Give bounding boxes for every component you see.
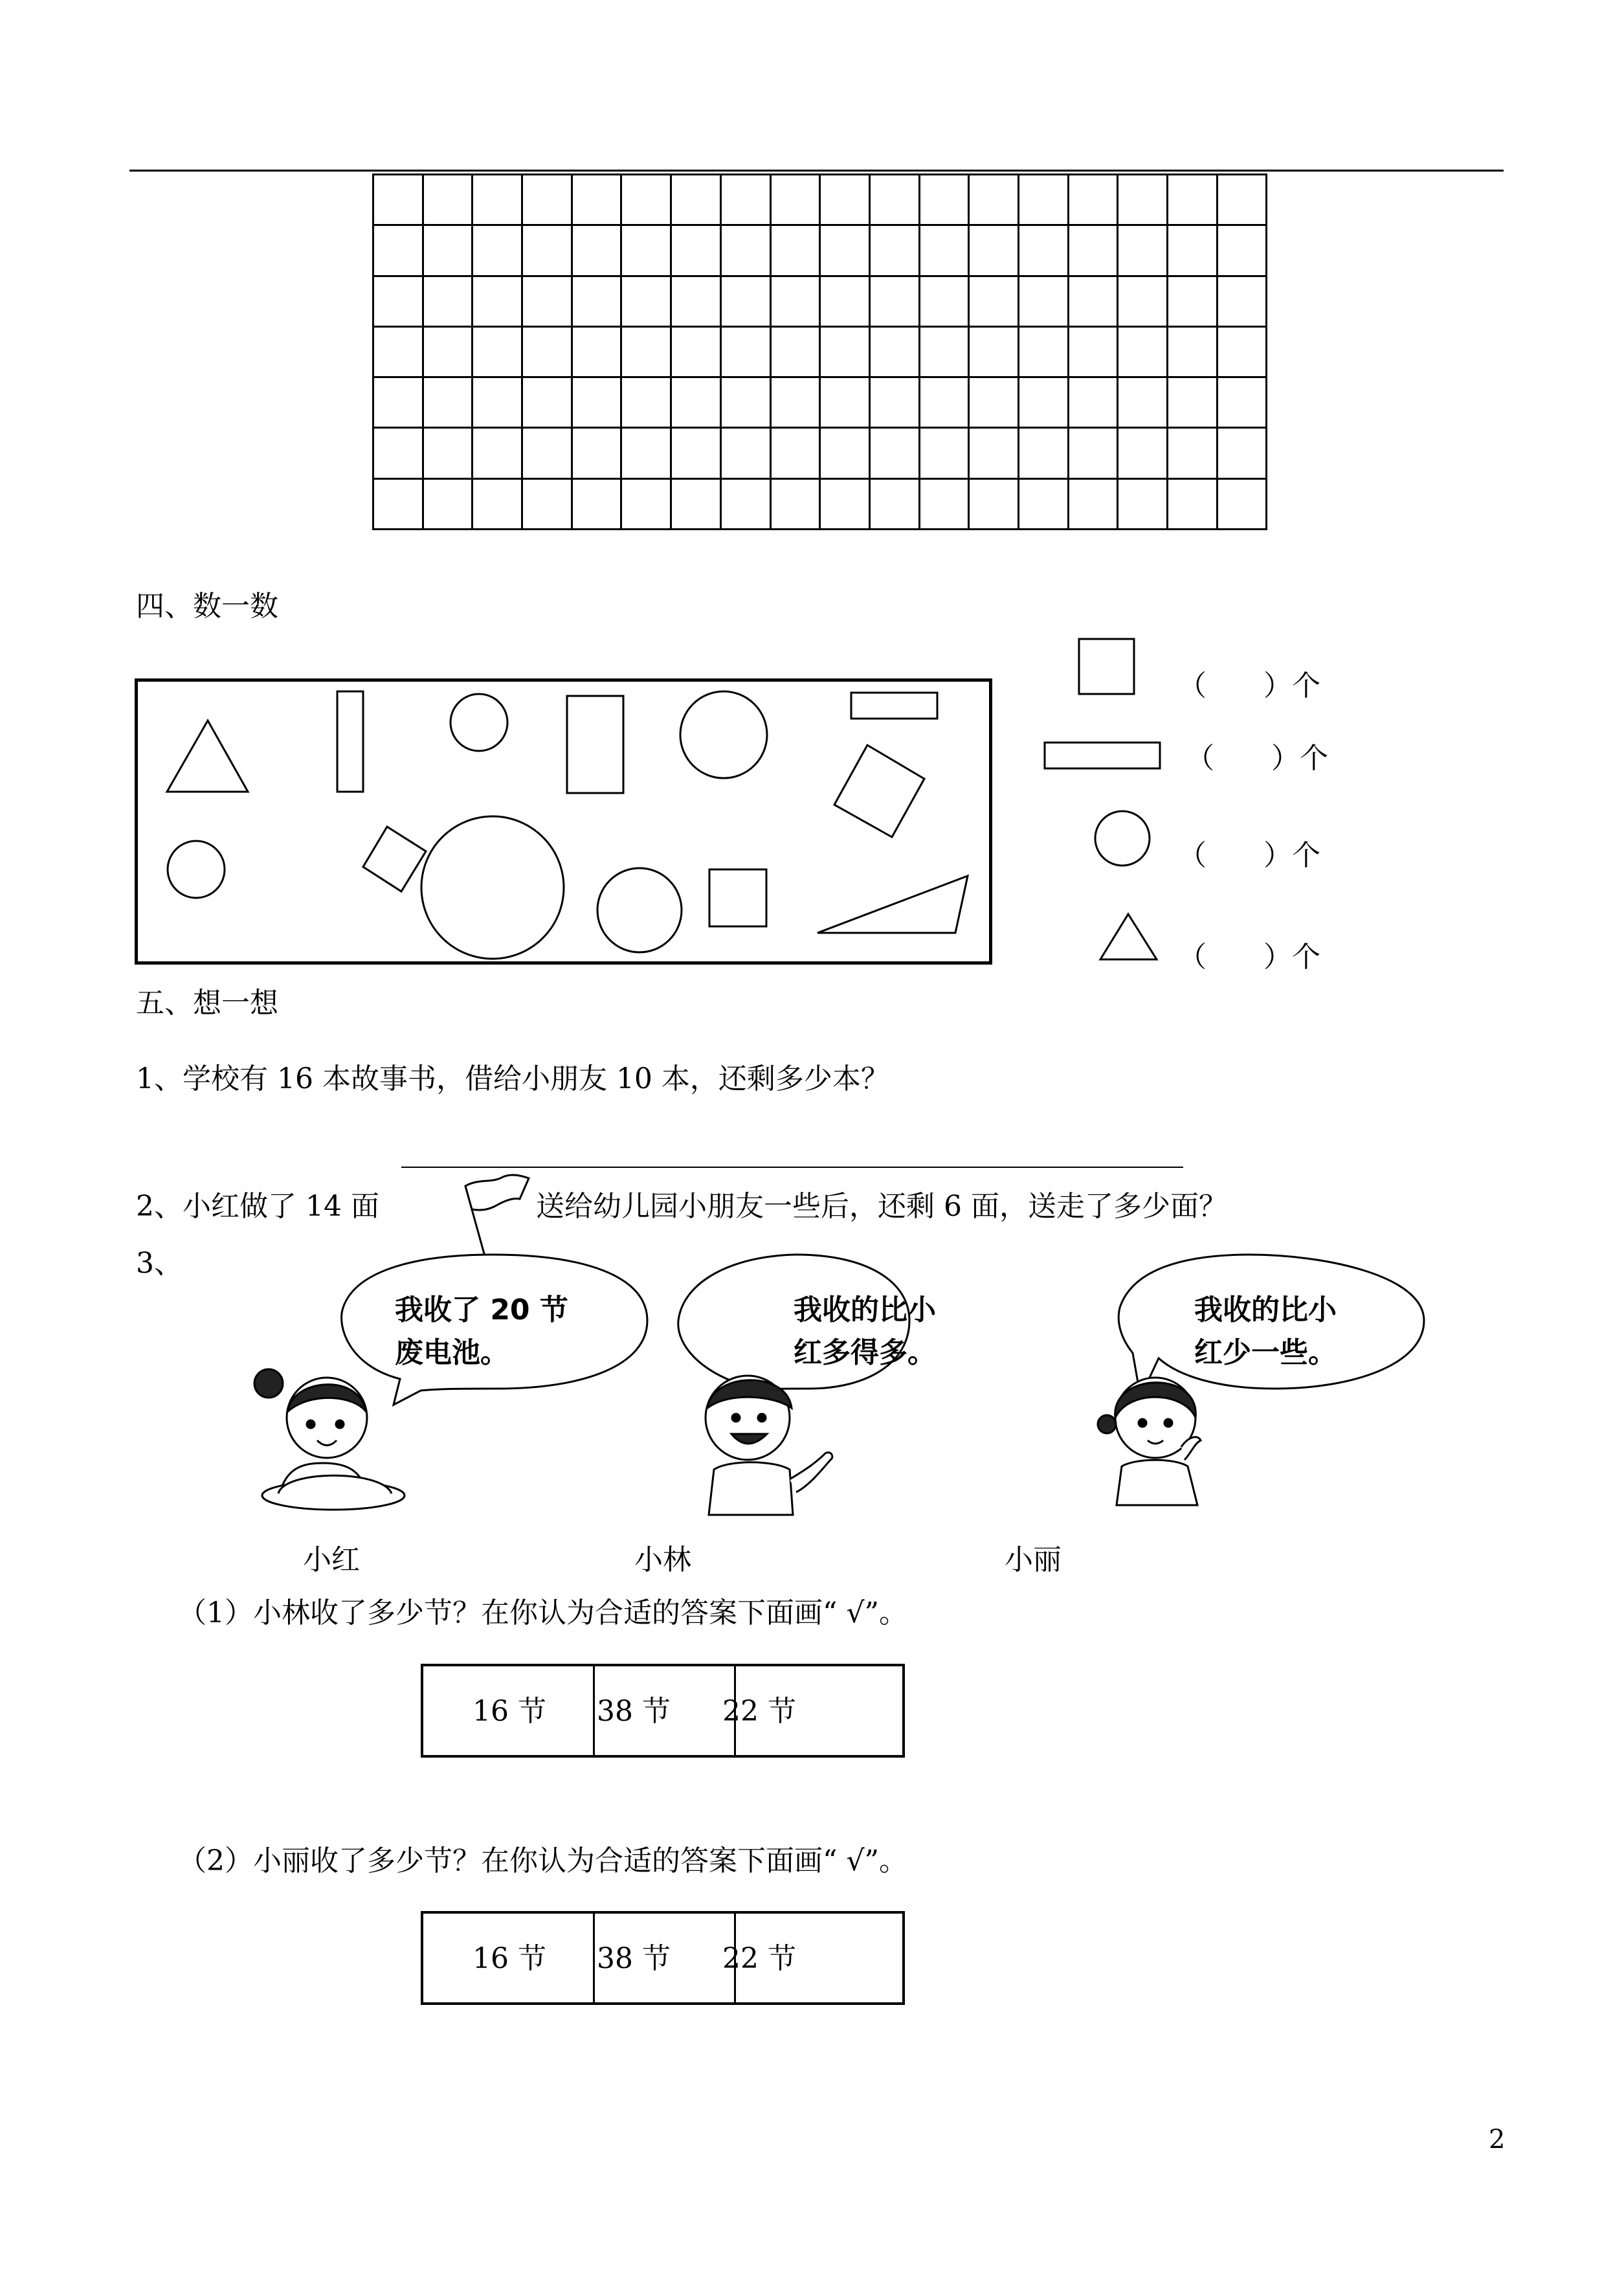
shapes-drawing	[138, 682, 989, 961]
grid-cell[interactable]	[424, 328, 474, 378]
grid-cell[interactable]	[1168, 277, 1218, 328]
name-xiaohong: 小红	[303, 1543, 360, 1576]
grid-cell[interactable]	[1118, 226, 1168, 276]
grid-cell[interactable]	[573, 429, 623, 479]
grid-cell[interactable]	[573, 328, 623, 378]
grid-cell[interactable]	[1168, 480, 1218, 530]
grid-cell[interactable]	[374, 226, 424, 276]
bubble-1-line-2: 废电池。	[395, 1336, 509, 1369]
grid-cell[interactable]	[622, 378, 672, 429]
grid-cell[interactable]	[523, 226, 573, 276]
grid-cell[interactable]	[672, 480, 722, 530]
grid-cell[interactable]	[672, 378, 722, 429]
grid-cell[interactable]	[772, 277, 821, 328]
child-xiaolin-illustration	[676, 1356, 845, 1525]
grid-cell[interactable]	[374, 277, 424, 328]
grid-cell[interactable]	[1168, 328, 1218, 378]
grid-cell[interactable]	[473, 277, 523, 328]
grid-cell[interactable]	[970, 480, 1019, 530]
grid-cell[interactable]	[1019, 429, 1069, 479]
grid-cell[interactable]	[722, 480, 772, 530]
name-xiaoli: 小丽	[1005, 1543, 1062, 1576]
shapes-frame	[135, 678, 992, 965]
grid-cell[interactable]	[374, 328, 424, 378]
grid-cell[interactable]	[1069, 226, 1119, 276]
page-number: 2	[1489, 2125, 1506, 2154]
option-22[interactable]: 22 节	[722, 1942, 796, 1975]
grid-cell[interactable]	[424, 226, 474, 276]
circle-shape	[597, 868, 682, 952]
option-38[interactable]: 38 节	[597, 1942, 671, 1975]
grid-cell[interactable]	[970, 429, 1019, 479]
grid-cell[interactable]	[424, 480, 474, 530]
name-xiaolin: 小林	[634, 1543, 691, 1576]
grid-cell[interactable]	[772, 226, 821, 276]
grid-cell[interactable]	[1019, 378, 1069, 429]
sub-question-1: （1）小林收了多少节？在你认为合适的答案下面画“ √”。	[178, 1596, 908, 1629]
grid-cell[interactable]	[871, 277, 920, 328]
grid-cell[interactable]	[821, 429, 871, 479]
grid-cell[interactable]	[970, 175, 1019, 226]
circle-shape	[450, 694, 507, 751]
option-22[interactable]: 22 节	[722, 1695, 796, 1728]
grid-cell[interactable]	[573, 175, 623, 226]
grid-cell[interactable]	[821, 480, 871, 530]
grid-cell[interactable]	[374, 378, 424, 429]
answer-blank-square[interactable]: （ ）个	[1178, 669, 1320, 702]
grid-cell[interactable]	[672, 429, 722, 479]
grid-cell[interactable]	[1118, 328, 1168, 378]
circle-icon	[1095, 811, 1150, 866]
grid-cell[interactable]	[920, 378, 970, 429]
grid-cell[interactable]	[722, 378, 772, 429]
circle-shape	[421, 816, 564, 959]
question-2-part-2: 送给幼儿园小朋友一些后，还剩 6 面，送走了多少面？	[536, 1190, 1227, 1223]
grid-cell[interactable]	[920, 226, 970, 276]
grid-cell[interactable]	[374, 480, 424, 530]
grid-cell[interactable]	[1019, 480, 1069, 530]
grid-cell[interactable]	[622, 277, 672, 328]
option-16[interactable]: 16 节	[473, 1695, 546, 1728]
circle-shape	[680, 691, 767, 778]
grid-cell[interactable]	[424, 429, 474, 479]
grid-cell[interactable]	[970, 226, 1019, 276]
grid-cell[interactable]	[871, 328, 920, 378]
grid-cell[interactable]	[920, 480, 970, 530]
rectangle-icon	[1045, 743, 1160, 768]
rotated-square-shape	[363, 827, 426, 891]
grid-cell[interactable]	[1019, 328, 1069, 378]
section-4-title: 四、数一数	[136, 590, 278, 623]
writing-grid	[372, 173, 1267, 530]
answer-blank-rectangle[interactable]: （ ）个	[1186, 742, 1328, 775]
question-2-part-1: 2、小红做了 14 面	[136, 1190, 379, 1223]
grid-cell[interactable]	[1019, 175, 1069, 226]
grid-cell[interactable]	[523, 480, 573, 530]
grid-cell[interactable]	[374, 175, 424, 226]
grid-cell[interactable]	[1168, 429, 1218, 479]
grid-cell[interactable]	[821, 378, 871, 429]
grid-cell[interactable]	[920, 328, 970, 378]
grid-cell[interactable]	[523, 328, 573, 378]
grid-cell[interactable]	[672, 226, 722, 276]
grid-cell[interactable]	[523, 175, 573, 226]
grid-cell[interactable]	[871, 175, 920, 226]
grid-cell[interactable]	[573, 378, 623, 429]
grid-cell[interactable]	[573, 480, 623, 530]
option-16[interactable]: 16 节	[473, 1942, 546, 1975]
grid-cell[interactable]	[1019, 226, 1069, 276]
triangle-shape	[167, 721, 248, 792]
triangle-icon	[1100, 914, 1157, 959]
grid-cell[interactable]	[1218, 480, 1268, 530]
grid-cell[interactable]	[622, 480, 672, 530]
triangle-shape	[818, 876, 968, 933]
grid-cell[interactable]	[523, 429, 573, 479]
grid-cell[interactable]	[1069, 378, 1119, 429]
grid-cell[interactable]	[772, 378, 821, 429]
grid-cell[interactable]	[672, 328, 722, 378]
tall-rectangle-shape	[337, 691, 363, 792]
answer-line[interactable]	[401, 1167, 1183, 1168]
grid-cell[interactable]	[1069, 328, 1119, 378]
grid-cell[interactable]	[920, 277, 970, 328]
grid-cell[interactable]	[424, 277, 474, 328]
grid-cell[interactable]	[722, 226, 772, 276]
grid-cell[interactable]	[1218, 277, 1268, 328]
section-5-title: 五、想一想	[136, 987, 278, 1020]
child-xiaohong-illustration	[239, 1356, 434, 1525]
grid-cell[interactable]	[473, 175, 523, 226]
rotated-square-shape	[834, 745, 924, 837]
header-rule	[129, 170, 1504, 172]
grid-cell[interactable]	[1069, 175, 1119, 226]
grid-cell[interactable]	[1168, 175, 1218, 226]
grid-cell[interactable]	[1069, 429, 1119, 479]
grid-cell[interactable]	[1118, 480, 1168, 530]
bubble-2-line-2: 红多得多。	[794, 1336, 936, 1369]
grid-cell[interactable]	[871, 378, 920, 429]
sub-question-2: （2）小丽收了多少节？在你认为合适的答案下面画“ √”。	[178, 1844, 908, 1877]
answer-blank-triangle[interactable]: （ ）个	[1178, 941, 1320, 974]
bubble-1-line-1: 我收了 20 节	[395, 1293, 568, 1326]
square-shape	[709, 869, 766, 926]
grid-cell[interactable]	[573, 226, 623, 276]
grid-cell[interactable]	[821, 226, 871, 276]
grid-cell[interactable]	[970, 378, 1019, 429]
grid-cell[interactable]	[1218, 378, 1268, 429]
square-icon	[1079, 639, 1134, 694]
grid-cell[interactable]	[821, 328, 871, 378]
grid-cell[interactable]	[920, 175, 970, 226]
grid-cell[interactable]	[970, 277, 1019, 328]
grid-cell[interactable]	[622, 328, 672, 378]
grid-cell[interactable]	[1218, 429, 1268, 479]
grid-cell[interactable]	[374, 429, 424, 479]
grid-cell[interactable]	[622, 429, 672, 479]
grid-cell[interactable]	[473, 429, 523, 479]
grid-cell[interactable]	[772, 480, 821, 530]
grid-cell[interactable]	[424, 378, 474, 429]
grid-cell[interactable]	[1069, 277, 1119, 328]
grid-cell[interactable]	[1218, 328, 1268, 378]
grid-cell[interactable]	[1218, 175, 1268, 226]
grid-cell[interactable]	[672, 175, 722, 226]
choice-table-2	[421, 1911, 905, 2005]
grid-cell[interactable]	[722, 429, 772, 479]
question-3-label: 3、	[136, 1247, 183, 1280]
grid-cell[interactable]	[1019, 277, 1069, 328]
grid-cell[interactable]	[772, 429, 821, 479]
grid-cell[interactable]	[871, 480, 920, 530]
grid-cell[interactable]	[722, 328, 772, 378]
grid-cell[interactable]	[1118, 378, 1168, 429]
grid-cell[interactable]	[523, 378, 573, 429]
grid-cell[interactable]	[1069, 480, 1119, 530]
grid-cell[interactable]	[970, 328, 1019, 378]
grid-cell[interactable]	[871, 226, 920, 276]
grid-cell[interactable]	[1168, 378, 1218, 429]
grid-cell[interactable]	[920, 429, 970, 479]
grid-cell[interactable]	[1118, 429, 1168, 479]
option-38[interactable]: 38 节	[597, 1695, 671, 1728]
grid-cell[interactable]	[523, 277, 573, 328]
speech-bubbles	[324, 1249, 1463, 1418]
question-1: 1、学校有 16 本故事书，借给小朋友 10 本，还剩多少本？	[136, 1062, 889, 1095]
grid-cell[interactable]	[473, 328, 523, 378]
grid-cell[interactable]	[672, 277, 722, 328]
grid-cell[interactable]	[573, 277, 623, 328]
grid-cell[interactable]	[772, 175, 821, 226]
bubble-3-line-1: 我收的比小	[1194, 1293, 1337, 1326]
grid-cell[interactable]	[424, 175, 474, 226]
grid-cell[interactable]	[821, 277, 871, 328]
grid-cell[interactable]	[473, 226, 523, 276]
grid-cell[interactable]	[871, 429, 920, 479]
grid-cell[interactable]	[1168, 226, 1218, 276]
grid-cell[interactable]	[722, 175, 772, 226]
bubble-2-line-1: 我收的比小	[794, 1293, 936, 1326]
choice-table-1	[421, 1664, 905, 1758]
child-xiaoli-illustration	[1071, 1347, 1240, 1515]
bubble-3-line-2: 红少一些。	[1194, 1336, 1337, 1369]
grid-cell[interactable]	[622, 226, 672, 276]
grid-cell[interactable]	[473, 480, 523, 530]
grid-cell[interactable]	[622, 175, 672, 226]
answer-blank-circle[interactable]: （ ）个	[1178, 839, 1320, 872]
grid-cell[interactable]	[1118, 277, 1168, 328]
grid-cell[interactable]	[1218, 226, 1268, 276]
flat-rectangle-shape	[851, 693, 937, 719]
grid-cell[interactable]	[1118, 175, 1168, 226]
grid-cell[interactable]	[772, 328, 821, 378]
tall-rectangle-shape	[567, 696, 623, 793]
grid-cell[interactable]	[473, 378, 523, 429]
grid-cell[interactable]	[821, 175, 871, 226]
circle-shape	[168, 841, 225, 898]
grid-cell[interactable]	[722, 277, 772, 328]
